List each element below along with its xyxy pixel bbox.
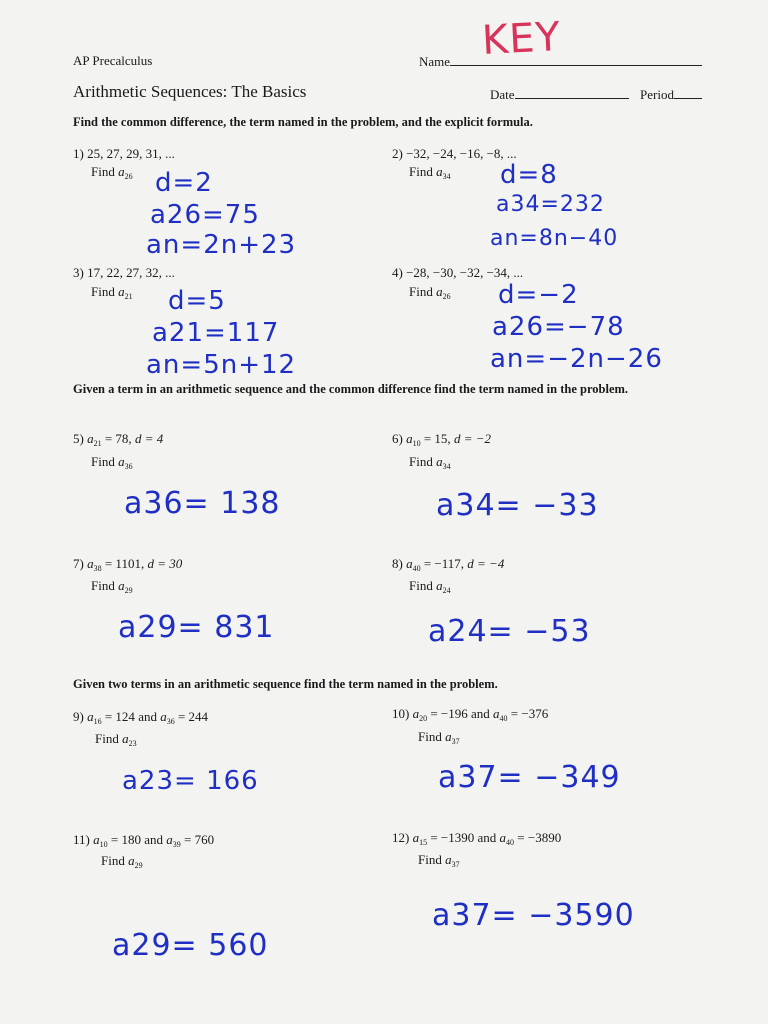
answer-3-d: d=5 (168, 286, 226, 316)
find-12: Find $a_{37}$ (418, 852, 460, 869)
find-6: Find $a_{34}$ (409, 454, 451, 471)
problem-number: 2) (392, 146, 403, 161)
section3-instruction: Given two terms in an arithmetic sequence find the term named in the problem. (73, 677, 498, 691)
answer-12: a37= −3590 (432, 898, 635, 933)
date-field (490, 86, 629, 103)
answer-6: a34= −33 (436, 488, 599, 523)
date-line (515, 86, 629, 99)
date-label: Date (490, 87, 515, 102)
answer-2-formula: an=8n−40 (490, 226, 619, 251)
problem-number: 4) (392, 265, 403, 280)
find-7: Find $a_{29}$ (91, 578, 133, 595)
problem-9: 9) $a_{16} = 124$ and $a_{36} = 244$ (73, 709, 209, 726)
answer-4-formula: an=−2n−26 (490, 344, 663, 374)
answer-7: a29= 831 (118, 610, 275, 645)
name-label: Name (419, 54, 451, 69)
answer-3-term: a21=117 (152, 318, 280, 348)
problem-number: 3) (73, 265, 84, 280)
find-4: Find $a_{26}$ (409, 284, 451, 301)
find-10: Find $a_{37}$ (418, 729, 460, 746)
problem-7: 7) $a_{38} = 1101$, d = 30 (73, 556, 183, 573)
answer-4-d: d=−2 (498, 280, 579, 310)
answer-10: a37= −349 (438, 760, 621, 795)
section2-instruction: Given a term in an arithmetic sequence and the common difference find the term named in the problem. (73, 382, 629, 396)
answer-8: a24= −53 (428, 614, 591, 649)
problem-10: 10) $a_{20} = -196$ and $a_{40} = -376$ (392, 706, 549, 723)
problem-3 (73, 265, 175, 281)
problem-8: 8) $a_{40} = -117$, d = −4 (392, 556, 505, 573)
answer-3-formula: an=5n+12 (146, 350, 297, 380)
answer-1-d: d=2 (155, 168, 213, 198)
problem-12: 12) $a_{15} = -1390$ and $a_{40} = -3890$ (392, 830, 562, 847)
period-line (674, 86, 702, 99)
answer-2-d: d=8 (500, 160, 558, 190)
find-9: Find $a_{23}$ (95, 731, 137, 748)
find-8: Find $a_{24}$ (409, 578, 451, 595)
answer-9: a23= 166 (122, 766, 259, 796)
sequence-text: 17, 22, 27, 32, ... (87, 265, 175, 280)
key-mark: KEY (480, 13, 563, 65)
course-label: AP Precalculus (73, 53, 153, 68)
problem-11: 11) $a_{10} = 180$ and $a_{39} = 760$ (73, 832, 215, 849)
answer-11: a29= 560 (112, 928, 269, 963)
section1-instruction: Find the common difference, the term named in the problem, and the explicit formula. (73, 115, 533, 129)
find-5: Find $a_{36}$ (91, 454, 133, 471)
answer-1-formula: an=2n+23 (146, 230, 297, 260)
period-field (640, 86, 702, 103)
problem-number: 1) (73, 146, 84, 161)
page-title: Arithmetic Sequences: The Basics (73, 82, 307, 101)
find-11: Find $a_{29}$ (101, 853, 143, 870)
problem-5: 5) $a_{21} = 78$, d = 4 (73, 431, 164, 448)
answer-5: a36= 138 (124, 486, 281, 521)
period-label: Period (640, 87, 674, 102)
find-2: Find $a_{34}$ (409, 164, 451, 181)
sequence-text: 25, 27, 29, 31, ... (87, 146, 175, 161)
sequence-text: −28, −30, −32, −34, ... (406, 265, 524, 280)
problem-2 (392, 146, 517, 162)
problem-1 (73, 146, 175, 162)
answer-1-term: a26=75 (150, 200, 260, 230)
problem-4 (392, 265, 523, 281)
sequence-text: −32, −24, −16, −8, ... (406, 146, 517, 161)
problem-6: 6) $a_{10} = 15$, d = −2 (392, 431, 491, 448)
answer-4-term: a26=−78 (492, 312, 625, 342)
find-3: Find $a_{21}$ (91, 284, 133, 301)
find-1: Find $a_{26}$ (91, 164, 133, 181)
answer-2-term: a34=232 (496, 192, 605, 217)
